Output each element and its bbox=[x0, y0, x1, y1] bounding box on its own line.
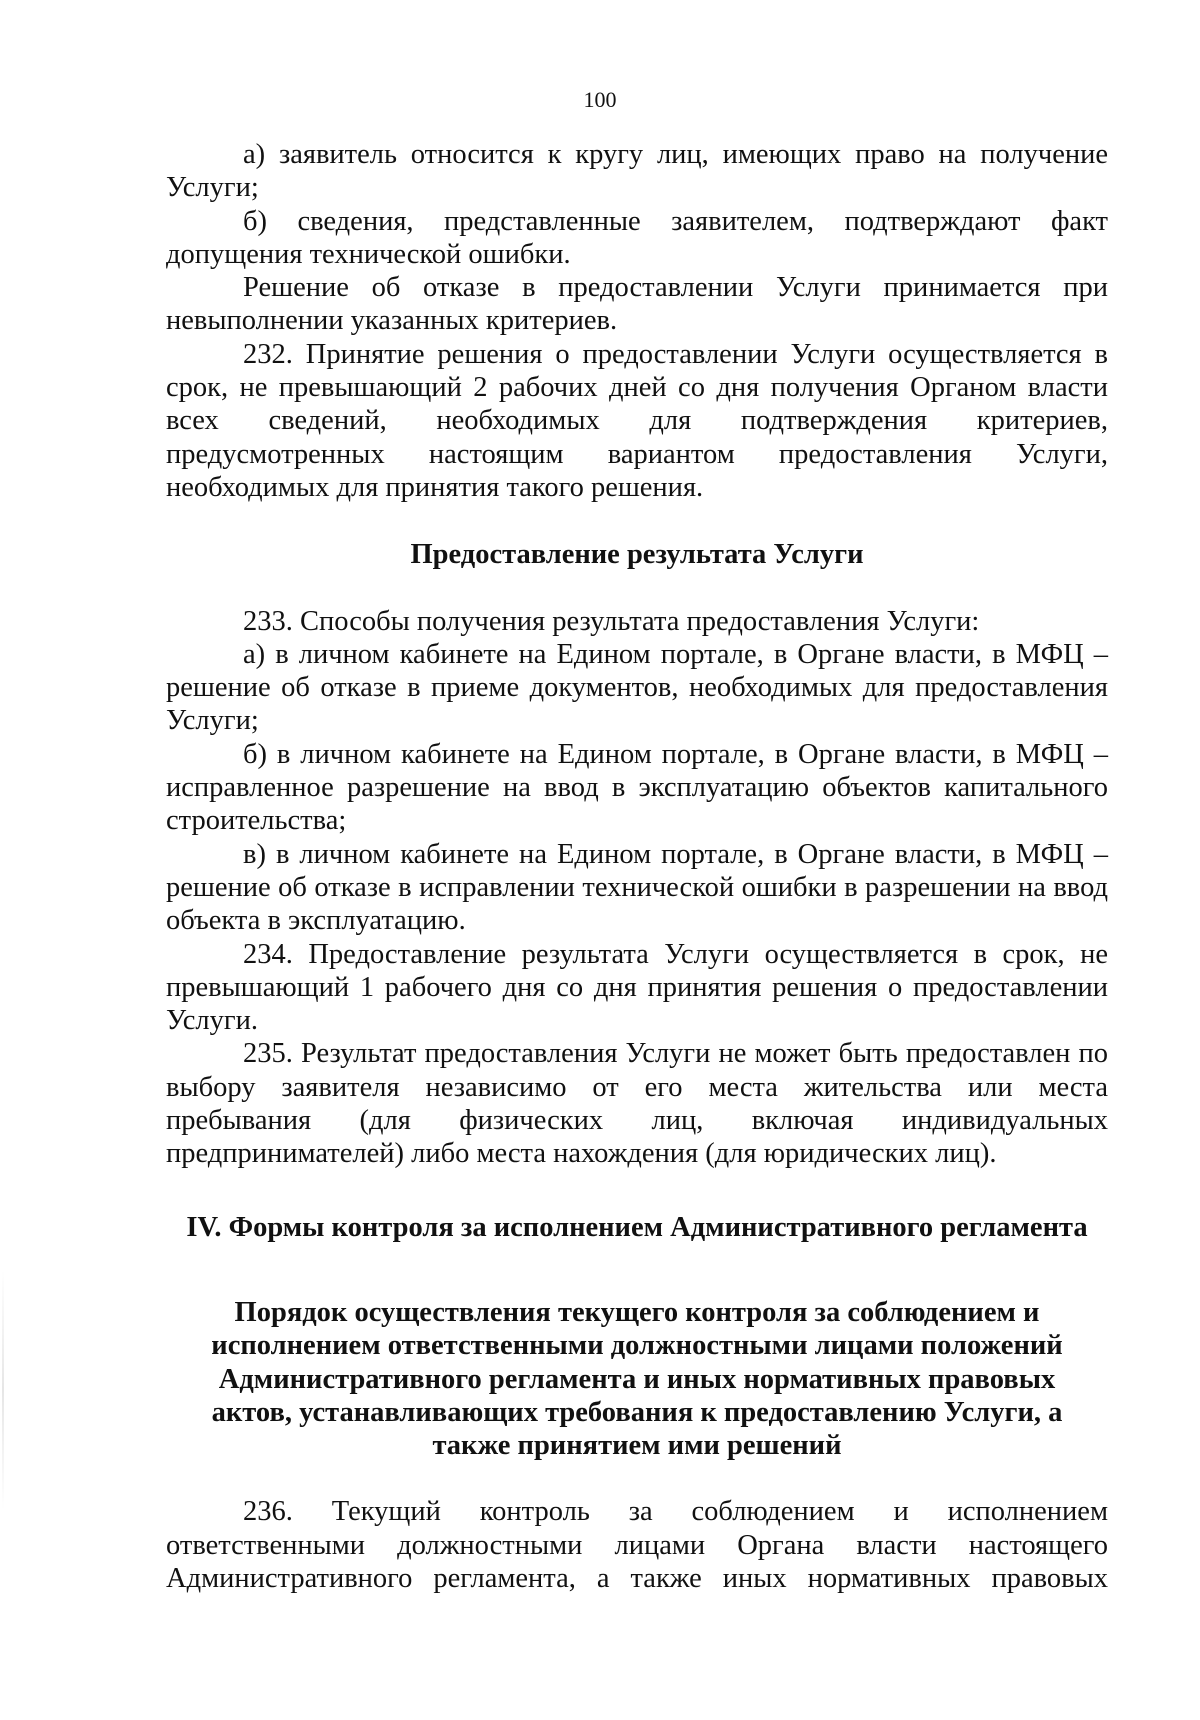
paragraph-234: 234. Предоставление результата Услуги осуществляется в срок, не превышающий 1 рабочего дня со дня принятия решения о предоставлении Услуги. bbox=[166, 938, 1108, 1037]
paragraph-criterion-a: а) заявитель относится к кругу лиц, имеющих право на получение Услуги; bbox=[166, 139, 1108, 204]
paragraph-233-b: б) в личном кабинете на Едином портале, в Органе власти, в МФЦ – исправленное разрешение на ввод в эксплуатацию объектов капитального строительства; bbox=[166, 738, 1108, 837]
heading-current-control-line: актов, устанавливающих требования к предоставлению Услуги, а bbox=[211, 1396, 1063, 1428]
heading-current-control-line: Порядок осуществления текущего контроля за соблюдением и bbox=[234, 1296, 1040, 1328]
paragraph-232: 232. Принятие решения о предоставлении Услуги осуществляется в срок, не превышающий 2 рабочих дней со дня получения Органом власти всех сведений, необходимых для подтверждения критериев, предусмотренных настоящим вариантом предоставления Услуги, необходимых для принятия такого решения. bbox=[166, 338, 1108, 503]
paragraph-235: 235. Результат предоставления Услуги не может быть предоставлен по выбору заявителя независимо от его места жительства или места пребывания (для физических лиц, включая индивидуальных предпринимателей) либо места нахождения (для юридических лиц). bbox=[166, 1038, 1108, 1170]
document-body bbox=[166, 138, 1108, 1595]
heading-current-control bbox=[166, 1296, 1108, 1462]
paragraph-233: 233. Способы получения результата предоставления Услуги: bbox=[243, 605, 980, 637]
heading-result-provision: Предоставление результата Услуги bbox=[410, 539, 864, 571]
paragraph-refusal-decision: Решение об отказе в предоставлении Услуги принимается при невыполнении указанных критериев. bbox=[166, 272, 1108, 337]
heading-current-control-line: исполнением ответственными должностными лицами положений bbox=[211, 1330, 1063, 1362]
paragraph-233-c: в) в личном кабинете на Едином портале, в Органе власти, в МФЦ – решение об отказе в исправлении технической ошибки в разрешении на ввод объекта в эксплуатацию. bbox=[166, 838, 1108, 937]
paragraph-criterion-b: б) сведения, представленные заявителем, подтверждают факт допущения технической ошибки. bbox=[166, 205, 1108, 270]
heading-current-control-line: Административного регламента и иных нормативных правовых bbox=[218, 1363, 1056, 1395]
paragraph-233-a: а) в личном кабинете на Едином портале, в Органе власти, в МФЦ – решение об отказе в приеме документов, необходимых для предоставления Услуги; bbox=[166, 638, 1108, 737]
heading-current-control-line: также принятием ими решений bbox=[432, 1430, 842, 1462]
section-heading-iv: IV. Формы контроля за исполнением Административного регламента bbox=[186, 1211, 1088, 1243]
page-number: 100 bbox=[583, 87, 617, 112]
scan-artifact bbox=[2, 1270, 4, 1510]
paragraph-236: 236. Текущий контроль за соблюдением и исполнением ответственными должностными лицами Органа власти настоящего Административного регламента, а также иных нормативных правовых bbox=[166, 1496, 1108, 1594]
